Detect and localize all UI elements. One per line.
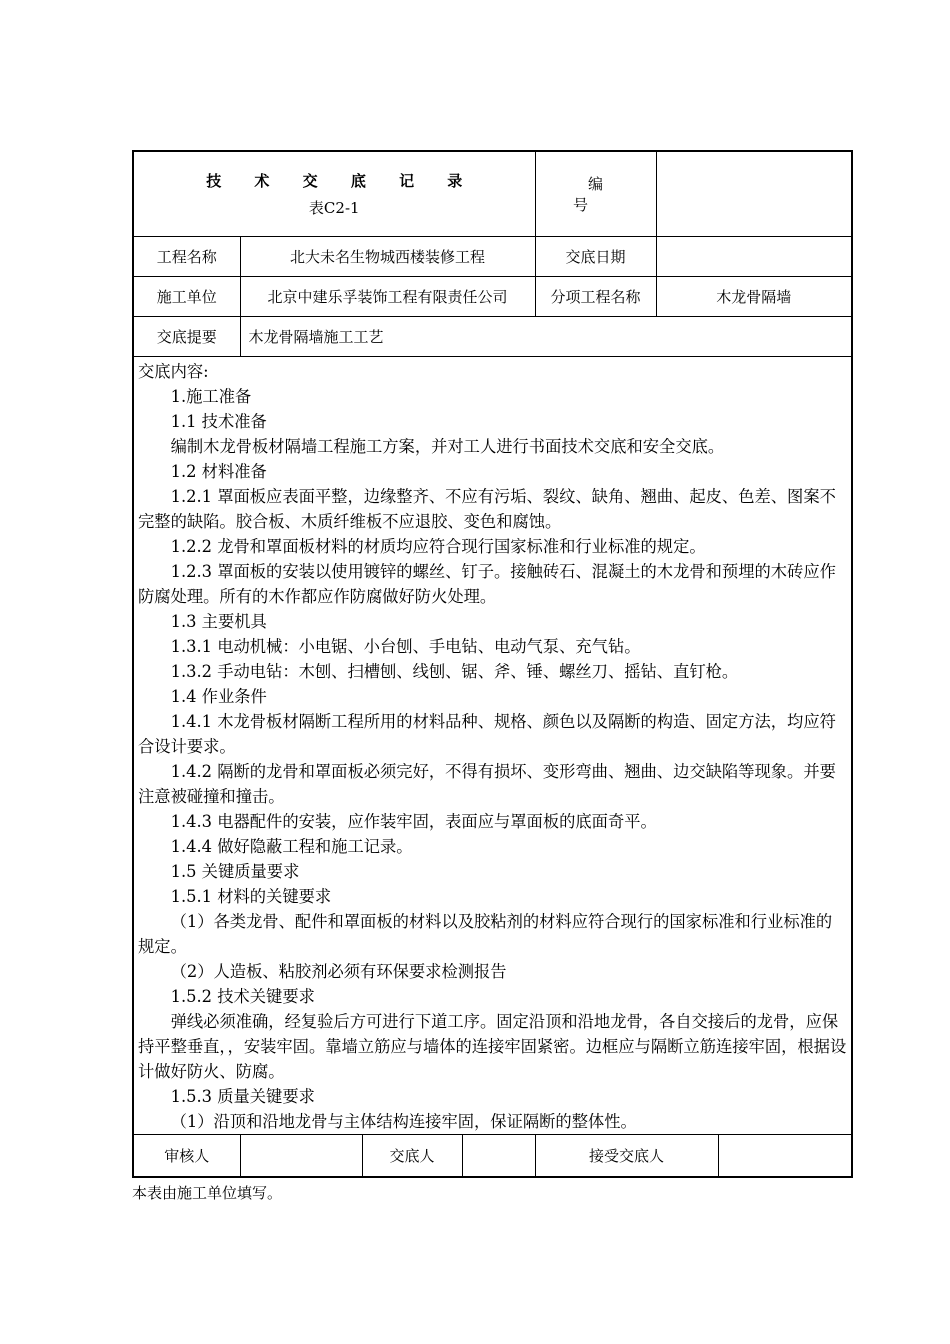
content-paragraph: 1.3 主要机具 [170, 612, 267, 631]
unit-value[interactable]: 北京中建乐孚装饰工程有限责任公司 [240, 277, 535, 317]
content-paragraph: 1.3.2 手动电钻：木刨、扫槽刨、线刨、锯、斧、锤、螺丝刀、摇钻、直钉枪。 [170, 662, 739, 681]
presenter-label: 交底人 [362, 1135, 462, 1177]
receiver-value[interactable] [718, 1135, 852, 1177]
summary-value[interactable]: 木龙骨隔墙施工工艺 [240, 317, 852, 357]
content-paragraph: （1）各类龙骨、配件和罩面板的材料以及胶粘剂的材料应符合现行的国家标准和行业标准的规定。 [138, 912, 833, 956]
reviewer-label: 审核人 [133, 1135, 240, 1177]
content-paragraph: 弹线必须准确，经复验后方可进行下道工序。固定沿顶和沿地龙骨，各自交接后的龙骨，应保持平整垂直，，安装牢固。靠墙立筋应与墙体的连接牢固紧密。边框应与隔断立筋连接牢固，根据设计做好防火、防腐。 [138, 1012, 847, 1081]
content-paragraph: 1.1 技术准备 [170, 412, 267, 431]
reviewer-value[interactable] [240, 1135, 362, 1177]
content-paragraph: （2）人造板、粘胶剂必须有环保要求检测报告 [170, 962, 507, 981]
content-paragraph: 1.2.2 龙骨和罩面板材料的材质均应符合现行国家标准和行业标准的规定。 [170, 537, 706, 556]
content-paragraph: 1.5.2 技术关键要求 [170, 987, 315, 1006]
content-cell [133, 357, 852, 1135]
content-paragraph: 1.4.3 电器配件的安装，应作装牢固，表面应与罩面板的底面奇平。 [170, 812, 657, 831]
date-value[interactable] [656, 237, 852, 277]
content-paragraph: 1.3.1 电动机械：小电锯、小台刨、手电钻、电动气泵、充气钻。 [170, 637, 641, 656]
date-label: 交底日期 [535, 237, 656, 277]
form-table [132, 150, 853, 1178]
content-paragraph: 1.4.4 做好隐蔽工程和施工记录。 [170, 837, 413, 856]
unit-label: 施工单位 [133, 277, 240, 317]
tech-disclosure-form [132, 150, 851, 1203]
content-paragraph: 1.5 关键质量要求 [170, 862, 300, 881]
summary-label: 交底提要 [133, 317, 240, 357]
content-paragraph: 1.5.3 质量关键要求 [170, 1087, 315, 1106]
content-paragraph: 1.2.3 罩面板的安装以使用镀锌的螺丝、钉子。接触砖石、混凝土的木龙骨和预埋的木砖应作防腐处理。所有的木作都应作防腐做好防火处理。 [138, 562, 836, 606]
sub-project-value[interactable]: 木龙骨隔墙 [656, 277, 852, 317]
serial-number-label: 编 号 [535, 151, 656, 237]
project-name-label: 工程名称 [133, 237, 240, 277]
content-paragraph: 1.施工准备 [170, 387, 252, 406]
presenter-value[interactable] [462, 1135, 535, 1177]
title-cell [133, 151, 535, 237]
content-paragraph: 编制木龙骨板材隔墙工程施工方案，并对工人进行书面技术交底和安全交底。 [170, 437, 725, 456]
content-paragraph: （1）沿顶和沿地龙骨与主体结构连接牢固，保证隔断的整体性。 [170, 1112, 637, 1131]
form-number: 表C2-1 [308, 199, 360, 217]
form-title: 技 术 交 底 记 录 [206, 172, 477, 190]
content-paragraph: 1.4.2 隔断的龙骨和罩面板必须完好，不得有损坏、变形弯曲、翘曲、边交缺陷等现象。并要注意被碰撞和撞击。 [138, 762, 836, 806]
project-name-value[interactable]: 北大未名生物城西楼装修工程 [240, 237, 535, 277]
content-paragraph: 1.2 材料准备 [170, 462, 267, 481]
content-label: 交底内容: [138, 362, 209, 381]
receiver-label: 接受交底人 [535, 1135, 718, 1177]
sub-project-label: 分项工程名称 [535, 277, 656, 317]
content-paragraph: 1.4 作业条件 [170, 687, 267, 706]
content-paragraph: 1.4.1 木龙骨板材隔断工程所用的材料品种、规格、颜色以及隔断的构造、固定方法，均应符合设计要求。 [138, 712, 836, 756]
form-note: 本表由施工单位填写。 [132, 1183, 283, 1202]
content-paragraph: 1.5.1 材料的关键要求 [170, 887, 332, 906]
disclosure-content [134, 357, 851, 1134]
serial-number-value[interactable] [656, 151, 852, 237]
content-paragraph: 1.2.1 罩面板应表面平整，边缘整齐、不应有污垢、裂纹、缺角、翘曲、起皮、色差、图案不完整的缺陷。胶合板、木质纤维板不应退胶、变色和腐蚀。 [138, 487, 836, 531]
